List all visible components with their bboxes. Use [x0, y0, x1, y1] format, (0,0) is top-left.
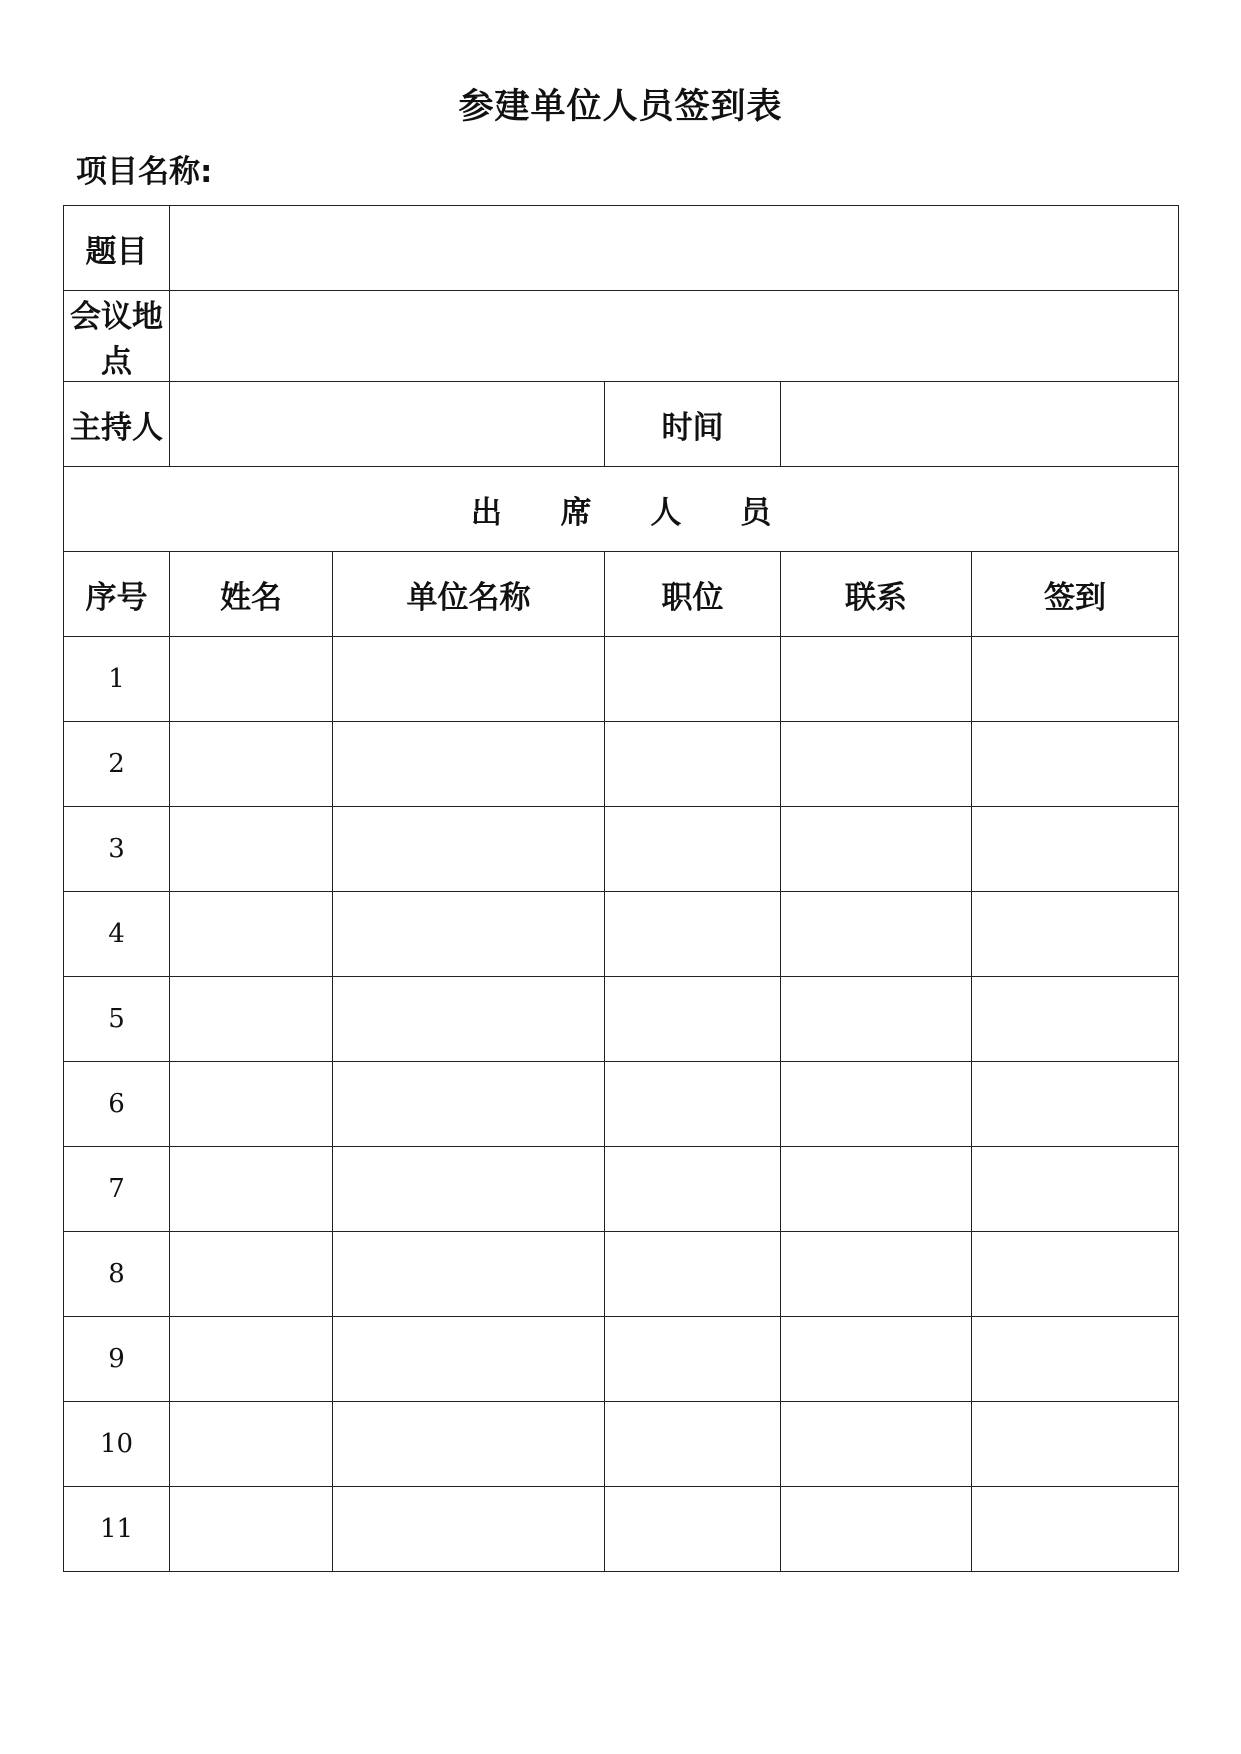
position-cell[interactable]: [605, 722, 781, 807]
row-index: 3: [64, 807, 170, 892]
location-label: 会议地点: [64, 291, 170, 382]
contact-cell[interactable]: [781, 722, 972, 807]
unit-cell[interactable]: [333, 977, 605, 1062]
contact-cell[interactable]: [781, 637, 972, 722]
sign-cell[interactable]: [972, 892, 1179, 977]
name-cell[interactable]: [170, 1062, 333, 1147]
row-index: 5: [64, 977, 170, 1062]
attendees-section-title: [64, 467, 1179, 552]
unit-cell[interactable]: [333, 1232, 605, 1317]
position-cell[interactable]: [605, 1487, 781, 1572]
sign-cell[interactable]: [972, 1147, 1179, 1232]
row-index: 4: [64, 892, 170, 977]
name-cell[interactable]: [170, 1147, 333, 1232]
name-cell[interactable]: [170, 1317, 333, 1402]
topic-field[interactable]: [170, 206, 1179, 291]
position-cell[interactable]: [605, 637, 781, 722]
name-cell[interactable]: [170, 807, 333, 892]
contact-cell[interactable]: [781, 1487, 972, 1572]
document-title: 参建单位人员签到表: [458, 87, 783, 127]
contact-cell[interactable]: [781, 977, 972, 1062]
table-row: [64, 892, 1179, 977]
unit-cell[interactable]: [333, 807, 605, 892]
table-row: [64, 1232, 1179, 1317]
unit-cell[interactable]: [333, 722, 605, 807]
section-char-3: 人: [650, 494, 682, 531]
location-field[interactable]: [170, 291, 1179, 382]
contact-cell[interactable]: [781, 892, 972, 977]
contact-cell[interactable]: [781, 807, 972, 892]
contact-cell[interactable]: [781, 1147, 972, 1232]
col-header-position: 职位: [605, 552, 781, 637]
sign-cell[interactable]: [972, 1062, 1179, 1147]
row-index: 10: [64, 1402, 170, 1487]
row-index: 9: [64, 1317, 170, 1402]
unit-cell[interactable]: [333, 1317, 605, 1402]
name-cell[interactable]: [170, 1487, 333, 1572]
position-cell[interactable]: [605, 892, 781, 977]
project-name-label: 项目名称:: [76, 154, 213, 190]
unit-cell[interactable]: [333, 637, 605, 722]
table-row: [64, 1147, 1179, 1232]
sign-cell[interactable]: [972, 1232, 1179, 1317]
name-cell[interactable]: [170, 722, 333, 807]
row-index: 6: [64, 1062, 170, 1147]
col-header-unit: 单位名称: [333, 552, 605, 637]
column-header-row: [64, 552, 1179, 637]
name-cell[interactable]: [170, 892, 333, 977]
row-index: 7: [64, 1147, 170, 1232]
section-char-2: 席: [560, 494, 592, 531]
position-cell[interactable]: [605, 1232, 781, 1317]
sign-cell[interactable]: [972, 1317, 1179, 1402]
position-cell[interactable]: [605, 807, 781, 892]
position-cell[interactable]: [605, 1402, 781, 1487]
row-index: 8: [64, 1232, 170, 1317]
table-row: [64, 1402, 1179, 1487]
info-row-topic: [64, 206, 1179, 291]
sign-cell[interactable]: [972, 1402, 1179, 1487]
time-field[interactable]: [781, 382, 1179, 467]
contact-cell[interactable]: [781, 1317, 972, 1402]
table-row: [64, 807, 1179, 892]
col-header-name: 姓名: [170, 552, 333, 637]
unit-cell[interactable]: [333, 1147, 605, 1232]
name-cell[interactable]: [170, 977, 333, 1062]
unit-cell[interactable]: [333, 1487, 605, 1572]
position-cell[interactable]: [605, 1317, 781, 1402]
section-char-1: 出: [470, 494, 502, 531]
row-index: 11: [64, 1487, 170, 1572]
unit-cell[interactable]: [333, 1062, 605, 1147]
contact-cell[interactable]: [781, 1062, 972, 1147]
attendees-section-row: [64, 467, 1179, 552]
table-row: [64, 1487, 1179, 1572]
position-cell[interactable]: [605, 1147, 781, 1232]
sign-cell[interactable]: [972, 722, 1179, 807]
position-cell[interactable]: [605, 1062, 781, 1147]
contact-cell[interactable]: [781, 1232, 972, 1317]
name-cell[interactable]: [170, 637, 333, 722]
sign-in-table: [63, 205, 1179, 1572]
unit-cell[interactable]: [333, 1402, 605, 1487]
position-cell[interactable]: [605, 977, 781, 1062]
sign-cell[interactable]: [972, 637, 1179, 722]
topic-label: 题目: [64, 206, 170, 291]
col-header-sign: 签到: [972, 552, 1179, 637]
name-cell[interactable]: [170, 1402, 333, 1487]
attendee-rows: [64, 637, 1179, 1572]
table-row: [64, 1317, 1179, 1402]
col-header-contact: 联系: [781, 552, 972, 637]
host-field[interactable]: [170, 382, 605, 467]
section-char-4: 员: [740, 494, 772, 531]
info-row-host-time: [64, 382, 1179, 467]
sign-cell[interactable]: [972, 977, 1179, 1062]
sign-cell[interactable]: [972, 1487, 1179, 1572]
table-row: [64, 977, 1179, 1062]
table-row: [64, 1062, 1179, 1147]
row-index: 2: [64, 722, 170, 807]
unit-cell[interactable]: [333, 892, 605, 977]
sign-cell[interactable]: [972, 807, 1179, 892]
name-cell[interactable]: [170, 1232, 333, 1317]
time-label: 时间: [605, 382, 781, 467]
info-row-location: [64, 291, 1179, 382]
contact-cell[interactable]: [781, 1402, 972, 1487]
row-index: 1: [64, 637, 170, 722]
col-header-index: 序号: [64, 552, 170, 637]
host-label: 主持人: [64, 382, 170, 467]
table-row: [64, 722, 1179, 807]
table-row: [64, 637, 1179, 722]
